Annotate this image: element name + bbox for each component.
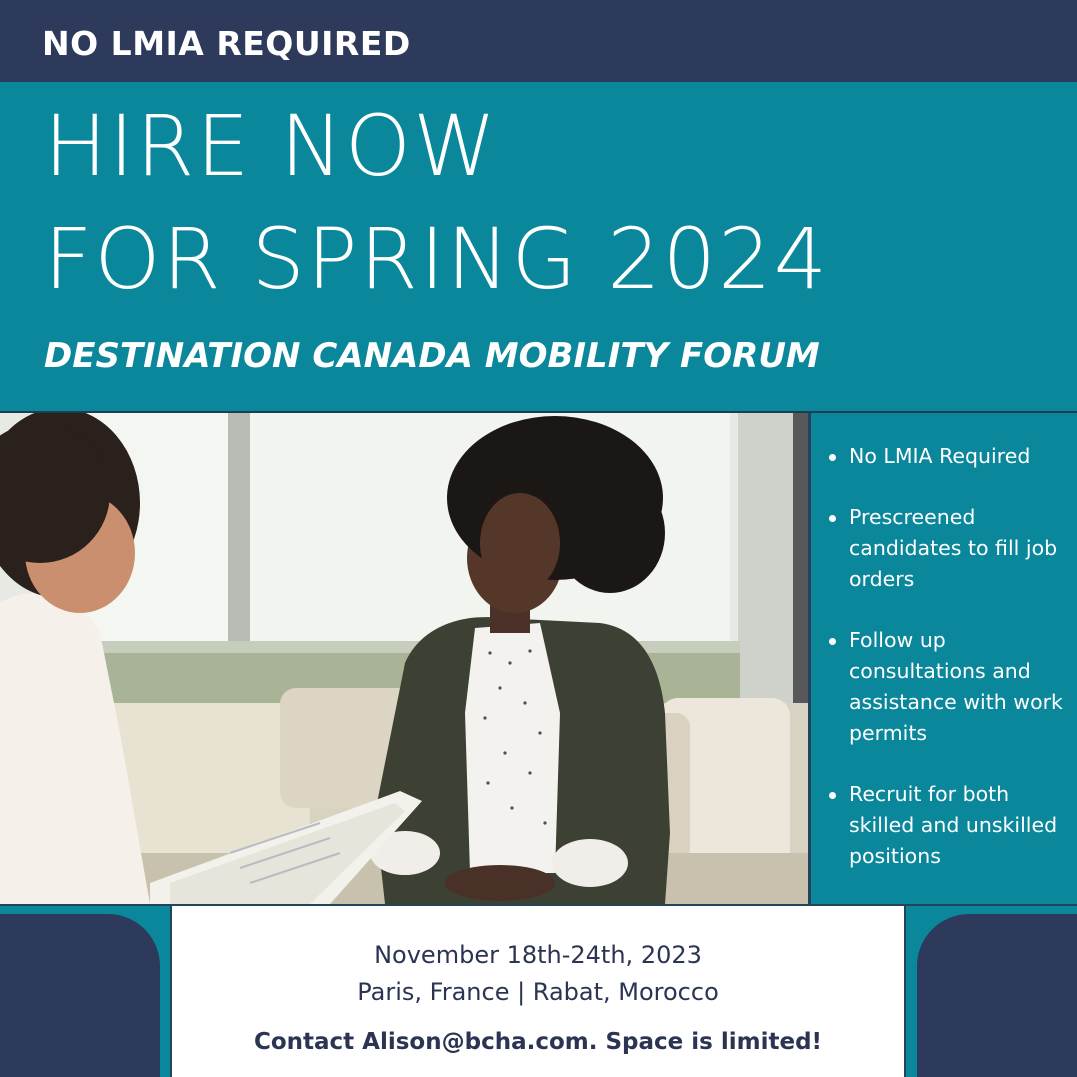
footer-corner-right bbox=[917, 914, 1077, 1077]
hero-section bbox=[0, 82, 1077, 412]
no-lmia-tagline: NO LMIA REQUIRED bbox=[42, 24, 411, 63]
interview-photo bbox=[0, 413, 810, 904]
top-banner bbox=[0, 0, 1077, 82]
benefit-item: Prescreened candidates to fill job orders bbox=[827, 502, 1075, 595]
event-info-card bbox=[170, 904, 906, 1077]
benefit-item: Recruit for both skilled and unskilled positions bbox=[827, 779, 1075, 872]
headline-line-1: HIRE NOW bbox=[44, 97, 499, 195]
footer-corner-left bbox=[0, 914, 160, 1077]
event-name: DESTINATION CANADA MOBILITY FORUM bbox=[44, 336, 820, 376]
event-locations: Paris, France | Rabat, Morocco bbox=[357, 978, 719, 1006]
interview-illustration bbox=[0, 413, 810, 904]
headline-line-2: FOR SPRING 2024 bbox=[44, 210, 830, 308]
benefits-list bbox=[827, 441, 1075, 902]
benefit-item: Follow up consultations and assistance with work permits bbox=[827, 625, 1075, 749]
benefit-item: No LMIA Required bbox=[827, 441, 1075, 472]
event-dates: November 18th-24th, 2023 bbox=[374, 941, 702, 969]
benefits-panel bbox=[811, 413, 1077, 904]
contact-line[interactable]: Contact Alison@bcha.com. Space is limited! bbox=[253, 1029, 823, 1055]
